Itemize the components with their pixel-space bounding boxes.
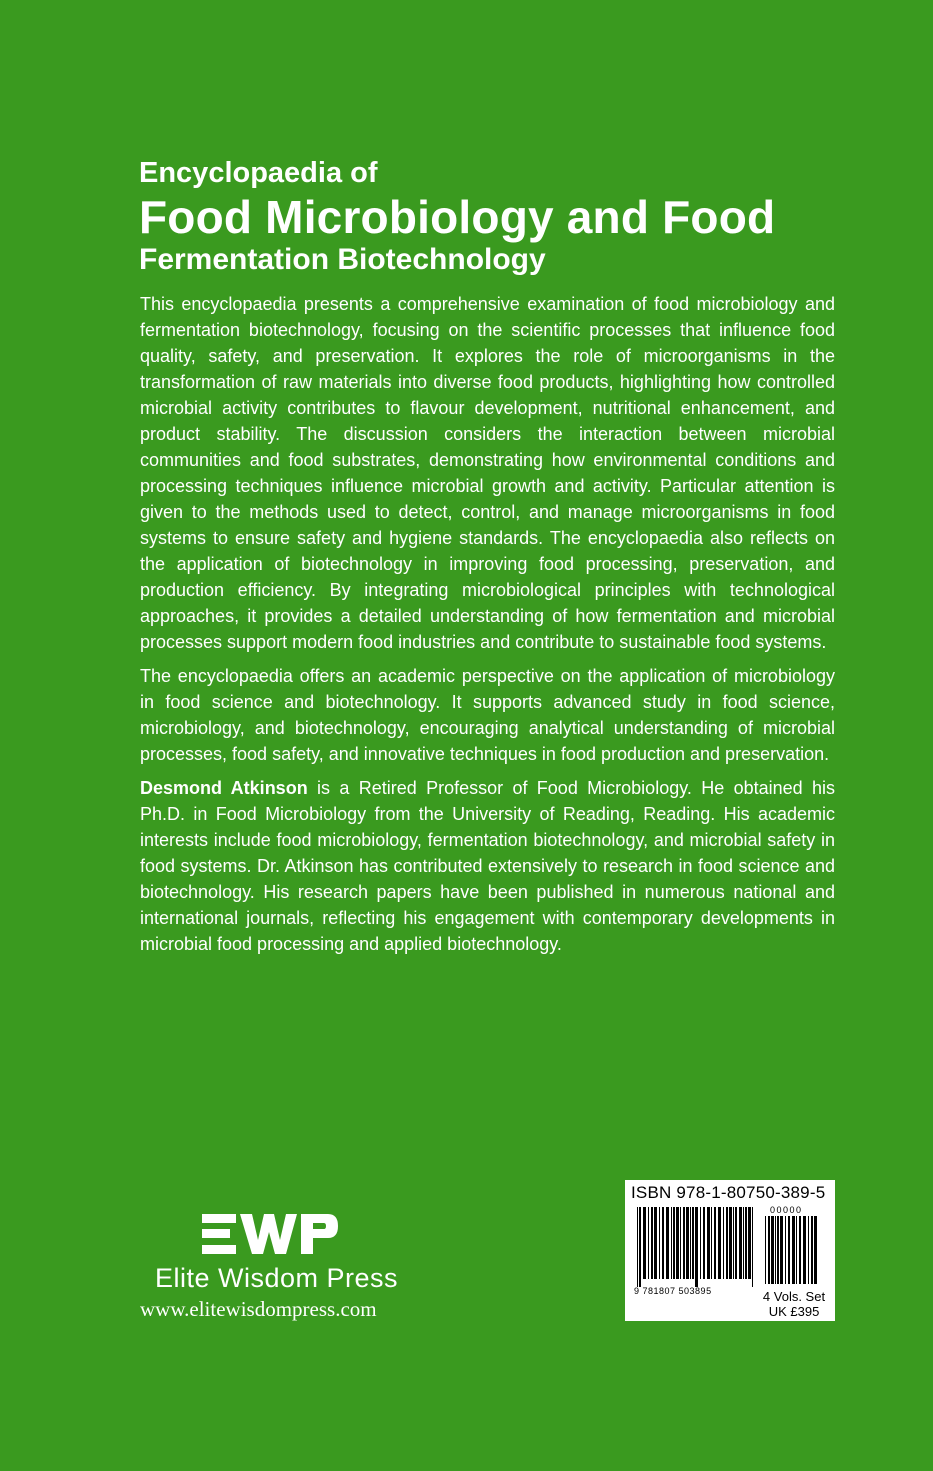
barcode-bar [775,1216,776,1284]
title-block [139,154,839,278]
author-bio: is a Retired Professor of Food Microbiology. He obtained his Ph.D. in Food Microbiology from the University of Reading, Reading. His academic interests include food microbiology, fermentation biotechnology, and microbial safety in food systems. Dr. Atkinson has contributed extensively to research in food science and biotechnology. His research papers have been published in numerous national and international journals, reflecting his engagement with contemporary developments in microbial food processing and applied biotechnology. [140,778,835,954]
barcode-bar [735,1207,737,1279]
barcode-bar [683,1207,685,1279]
barcode-bar [711,1207,712,1279]
barcode-bar [739,1207,742,1279]
publisher-logo-icon [200,1210,340,1258]
barcode-bar [643,1207,646,1279]
author-name: Desmond Atkinson [140,778,308,798]
barcode-bar [771,1216,774,1284]
barcode-bar [680,1207,681,1279]
title-line-1: Encyclopaedia of [139,157,378,189]
barcode-bar [811,1216,813,1284]
barcode-bar [729,1207,732,1279]
description-paragraph-2: The encyclopaedia offers an academic perspective on the application of microbiology in food science and biotechnology. It supports advanced study in food science, microbiology, and biotechnology, encouraging analytical understanding of microbial processes, food safety, and innovative techniques in food production and preservation. [140,666,835,764]
barcode-bar [796,1216,797,1284]
barcode-bar [676,1207,679,1279]
set-info [759,1289,829,1319]
author-paragraph [140,775,835,957]
barcode-bar [707,1207,710,1279]
barcode-bar [651,1207,653,1279]
barcode-bar [808,1216,809,1284]
barcode-bar [799,1216,801,1284]
addon-digits: 00000 [770,1205,803,1215]
barcode-bar [792,1216,795,1284]
barcode-bar [803,1216,806,1284]
barcode-digits: 9 781807 503895 [634,1286,712,1296]
barcode-bar [637,1207,638,1287]
barcode-bar [777,1216,779,1284]
barcode-bar [648,1207,649,1279]
barcode-bar [780,1216,783,1284]
description [140,291,835,965]
barcode-bar [692,1207,694,1279]
publisher-name: Elite Wisdom Press [155,1263,399,1293]
description-paragraph-1: This encyclopaedia presents a comprehensive examination of food microbiology and fermentation biotechnology, focusing on the scientific processes that influence food quality, safety, and preservation. It explores the role of microorganisms in the transformation of raw materials into diverse food products, highlighting how controlled microbial activity contributes to flavour development, nutritional enhancement, and product stability. The discussion considers the interaction between microbial communities and food substrates, demonstrating how environmental conditions and processing techniques influence microbial growth and activity. Particular attention is given to the methods used to detect, control, and manage microorganisms in food systems to ensure safety and hygiene standards. The encyclopaedia also reflects on the application of biotechnology in improving food processing, preservation, and production efficiency. By integrating microbiological principles with technological approaches, it provides a detailed understanding of how fermentation and microbial processes support modern food industries and contribute to sustainable food systems. [140,294,835,652]
addon-barcode-icon [765,1216,820,1284]
barcode-bar [673,1207,675,1279]
barcode-bar [686,1207,689,1279]
barcode-bar [639,1207,641,1287]
barcode-box [625,1180,835,1321]
barcode-bar [690,1207,691,1279]
barcode-bar [743,1207,744,1279]
barcode-bar [654,1207,657,1279]
barcode-bar [788,1216,790,1284]
barcode-bar [785,1216,786,1284]
barcode-bar [723,1207,724,1279]
barcode-icon [637,1207,757,1287]
isbn-text: ISBN 978-1-80750-389-5 [631,1183,826,1202]
barcode-bar [718,1207,721,1279]
barcode-bar [659,1207,660,1279]
title-line-2: Food Microbiology and Food [139,191,776,243]
barcode-bar [703,1207,705,1279]
barcode-bar [814,1216,817,1284]
barcode-bar [752,1207,753,1287]
barcode-bar [748,1207,751,1279]
title-line-3: Fermentation Biotechnology [139,243,546,276]
set-label: 4 Vols. Set [762,1289,826,1304]
barcode-bar [700,1207,701,1279]
publisher-block [140,1210,410,1322]
barcode-bar [733,1207,734,1279]
barcode-bar [671,1207,672,1279]
barcode-bar [726,1207,728,1279]
barcode-bar [695,1207,698,1287]
barcode-bar [745,1207,747,1279]
barcode-bar [662,1207,664,1279]
barcode-bar [768,1216,770,1284]
publisher-url: www.elitewisdompress.com [140,1297,377,1321]
barcode-bar [765,1216,766,1284]
barcode-bar [714,1207,716,1279]
price-label: UK £395 [768,1304,820,1319]
barcode-bar [666,1207,669,1279]
